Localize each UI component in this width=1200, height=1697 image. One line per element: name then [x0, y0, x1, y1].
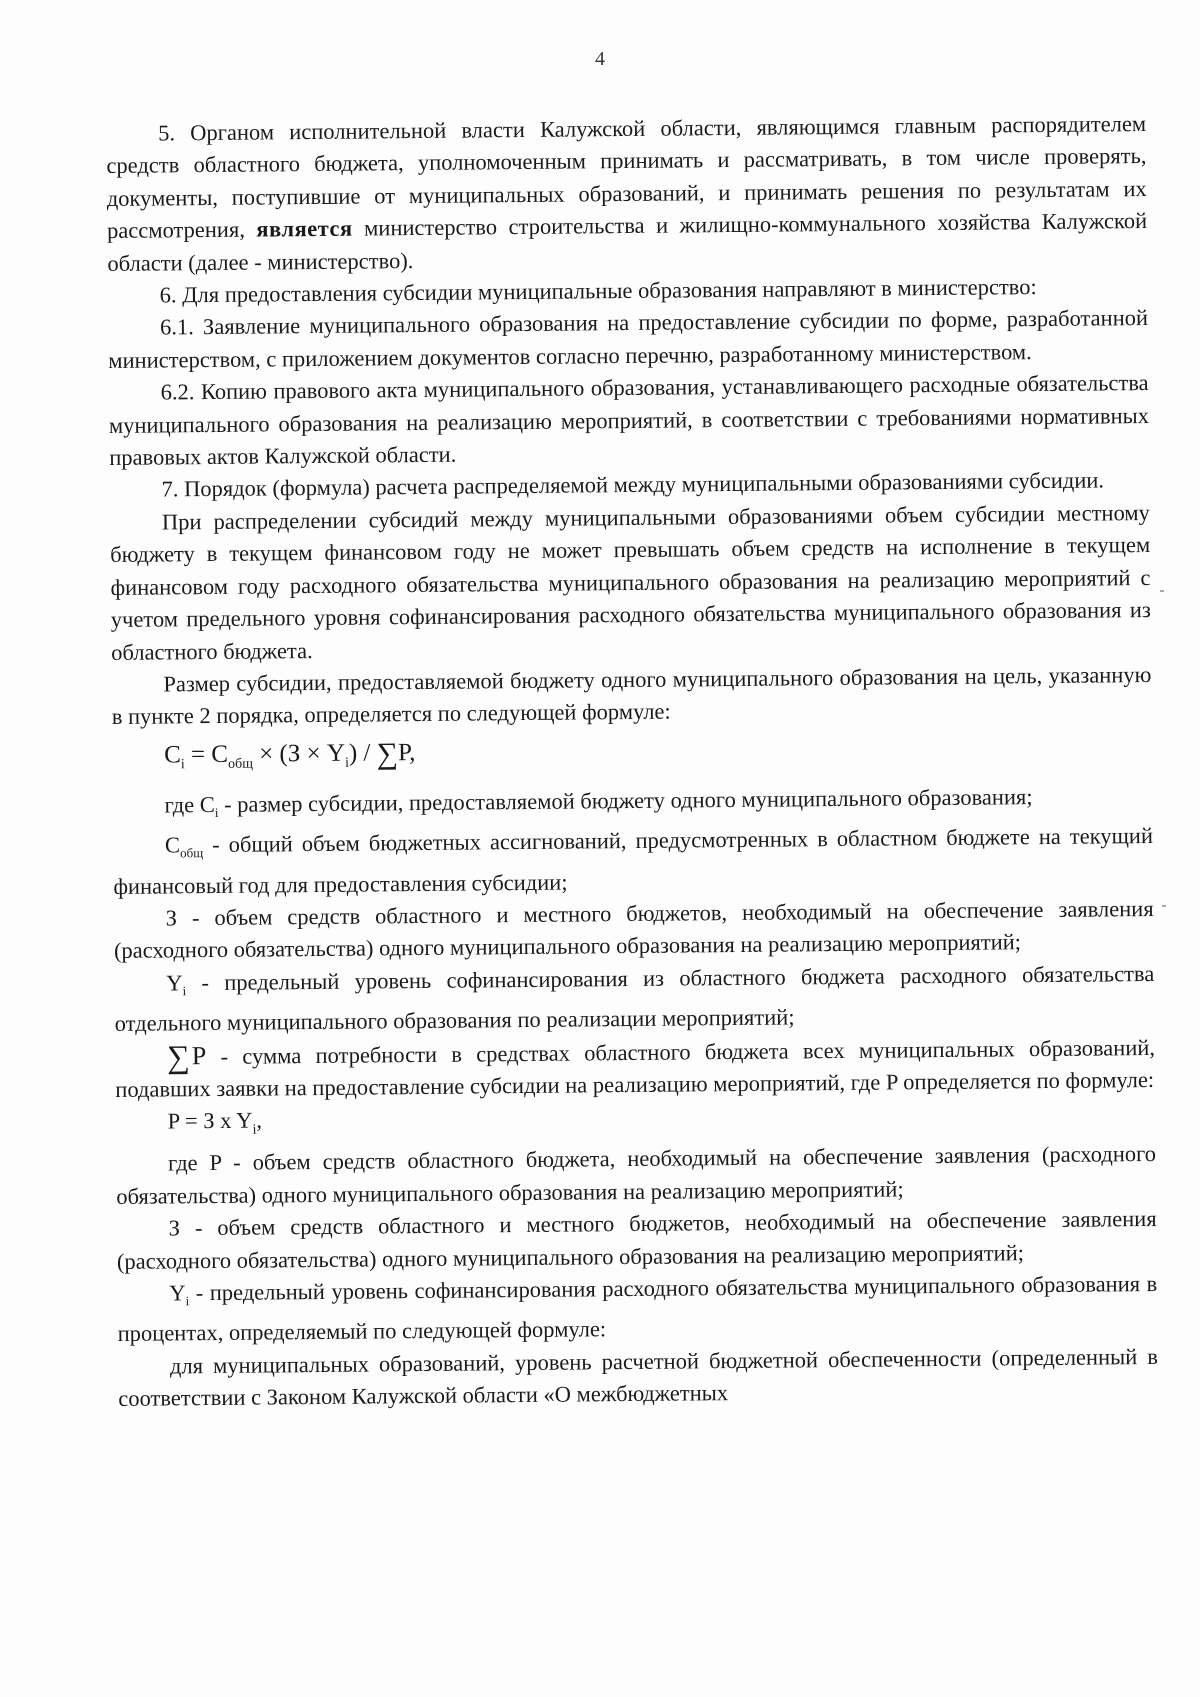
- definition-yi-2: [117, 1268, 1158, 1351]
- definition-yi-2-text: - предельный уровень софинансирования расходного обязательства муниципального образования в процентах, определяемый по следующей формуле:: [117, 1270, 1158, 1347]
- paragraph-6-1: 6.1. Заявление муниципального образования на предоставление субсидии по форме, разработанной министерством, с приложением документов согласно перечню, разработанному министерством.: [108, 305, 1149, 373]
- definition-yi-text: - предельный уровень софинансирования из областного бюджета расходного обязательства отдельного муниципального образования по реализации мероприятий;: [114, 960, 1155, 1037]
- document-body: [106, 108, 1158, 1416]
- formula-y-sub: i: [345, 755, 350, 771]
- definition-ctotal: [113, 820, 1154, 903]
- paragraph-6: 6. Для предоставления субсидии муниципальные образования направляют в министерство:: [159, 274, 1037, 308]
- formula-close: ) /: [348, 739, 377, 767]
- formula-total-sub: общ: [227, 756, 254, 772]
- definition-ci-text: - размер субсидии, предоставляемой бюджету одного муниципального образования;: [218, 783, 1033, 817]
- definition-yi-lead: [166, 970, 187, 999]
- definition-ctotal-symbol: C: [164, 832, 181, 858]
- paragraph-distribution: При распределении субсидий между муниципальными образованиями объем субсидии местному бюджету в текущем финансовом году не может превышать объем средств на исполнение в текущем финансовом году расходного обязательства муниципального образования на реализацию мероприятий с учетом предельного уровня софинансирования расходного обязательства муниципального образования из областного бюджета.: [110, 499, 1151, 665]
- definition-sum-symbol: ∑: [166, 1037, 190, 1075]
- definition-yi-2-lead: [169, 1280, 190, 1309]
- definition-yi-2-subscript: i: [185, 1293, 190, 1309]
- definition-yi-symbol: Y: [166, 970, 183, 996]
- formula-p-end: ,: [256, 1107, 263, 1133]
- formula-c-sub: i: [180, 756, 185, 773]
- paragraph-last: для муниципальных образований, уровень расчетной бюджетной обеспеченности (определенный в соответствии с Законом Калужской области «О межбюджетных: [118, 1343, 1159, 1412]
- formula-c: C: [163, 741, 181, 769]
- formula-p-sub: i: [252, 1122, 257, 1139]
- definition-ci-symbol: где C: [164, 791, 215, 818]
- formula-end: P,: [397, 738, 416, 766]
- paragraph-7: 7. Порядок (формула) расчета распределяемой между муниципальными образованиями субсидии.: [161, 467, 1105, 502]
- paragraph-subsidy-size: Размер субсидии, предоставляемой бюджету одного муниципального образования на цель, указанную в пункте 2 порядка, определяется по следующей формуле:: [111, 661, 1152, 730]
- definition-sum-text: - сумма потребности в средствах областного бюджета всех муниципальных образований, подавших заявки на предоставление субсидии на реализацию мероприятий, где P определяется по формуле:: [115, 1034, 1156, 1102]
- scan-speck: [1162, 905, 1166, 907]
- definition-yi: [114, 958, 1155, 1041]
- definition-yi-2-symbol: Y: [169, 1280, 186, 1306]
- definition-ctotal-lead: [164, 832, 204, 861]
- paragraph-5-text-end: министерство строительства и жилищно-коммунального хозяйства Калужской области (далее - министерство).: [107, 208, 1148, 276]
- definition-p: где P - объем средств областного бюджета, необходимый на обеспечение заявления (расходного обязательства) одного муниципального образования на реализацию мероприятий;: [116, 1141, 1157, 1209]
- definition-yi-subscript: i: [182, 983, 187, 999]
- paragraph-5-emphasis: является: [256, 215, 353, 242]
- formula-mid: × (З × Y: [252, 739, 346, 768]
- formula-sum-symbol: ∑: [376, 736, 399, 771]
- definition-ci-subscript: i: [214, 804, 219, 820]
- definition-ctotal-text: - общий объем бюджетных ассигнований, предусмотренных в областном бюджете на текущий финансовый год для предоставления субсидии;: [113, 823, 1154, 899]
- paragraph-6-2: 6.2. Копию правового акта муниципального образования, устанавливающего расходные обязательства муниципального образования на реализацию мероприятий, в соответствии с требованиями нормативных правовых актов Калужской области.: [108, 370, 1150, 471]
- paragraph-5: [106, 108, 1148, 280]
- scan-speck: [1160, 590, 1164, 592]
- definition-sum-p-symbol: P: [191, 1040, 207, 1070]
- definition-z: З - объем средств областного и местного бюджетов, необходимый на обеспечение заявления (расходного обязательства) одного муниципального образования на реализацию мероприятий;: [113, 895, 1154, 964]
- formula-eq: = C: [184, 740, 229, 768]
- definition-ci-lead: [164, 792, 218, 818]
- formula-p-text: P = З x Y: [167, 1108, 253, 1134]
- definition-sum-p: [115, 1031, 1156, 1107]
- definition-ctotal-subscript: общ: [180, 845, 204, 861]
- main-formula: [112, 726, 1152, 786]
- paragraph-5-text-start: 5. Органом исполнительной власти Калужской области, являющимся главным распорядителем средств областного бюджета, уполномоченным принимать и рассматривать, в том числе проверять, документы, поступившие от муниципальных образований, и принимать решения по результатам их рассмотрения,: [106, 111, 1147, 244]
- page-number: 4: [595, 48, 605, 70]
- definition-z-2: З - объем средств областного и местного бюджетов, необходимый на обеспечение заявления (расходного обязательства) одного муниципального образования на реализацию мероприятий;: [116, 1206, 1157, 1274]
